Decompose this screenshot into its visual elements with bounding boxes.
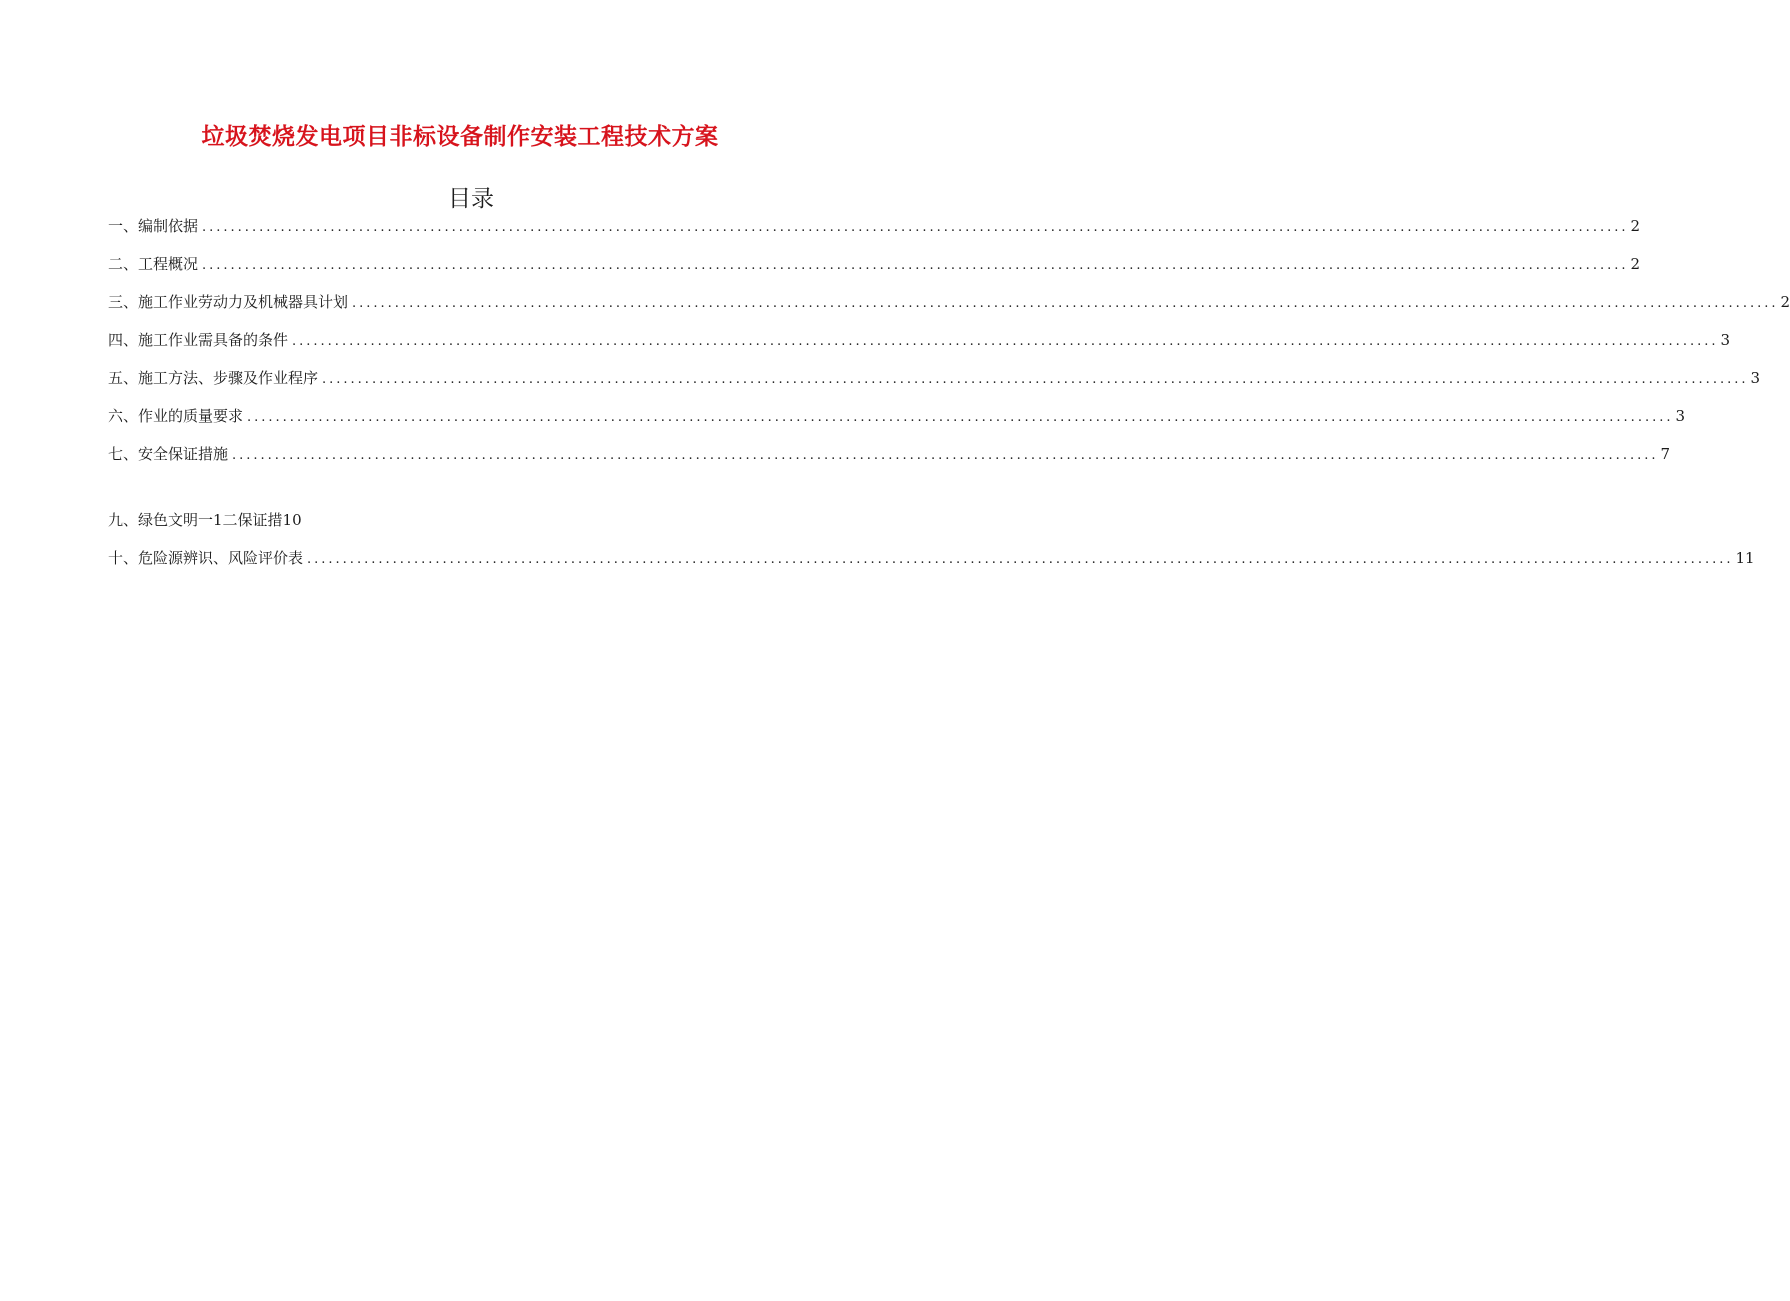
toc-spacer	[108, 479, 828, 507]
toc-item-page: 2	[1630, 217, 1641, 235]
dot-leader: ........................................................................................................................................................................................................	[322, 372, 1749, 387]
toc-item-label: 五、施工方法、步骤及作业程序	[108, 369, 319, 387]
dot-leader: ........................................................................................................................................................................................................	[232, 448, 1659, 463]
toc-item-page: 3	[1720, 331, 1731, 349]
toc-item-7[interactable]	[108, 441, 1671, 479]
toc-item-1[interactable]	[108, 213, 1641, 251]
toc-item-label: 一、编制依据	[108, 217, 199, 235]
dot-leader: ........................................................................................................................................................................................................	[202, 220, 1629, 235]
toc-item-9[interactable]	[108, 507, 828, 545]
table-of-contents	[108, 213, 1790, 583]
dot-leader: ........................................................................................................................................................................................................	[352, 296, 1779, 311]
toc-item-label: 九、绿色文明一1二保证措10	[108, 511, 302, 529]
toc-item-page: 2	[1630, 255, 1641, 273]
toc-item-label: 四、施工作业需具备的条件	[108, 331, 289, 349]
toc-item-label: 六、作业的质量要求	[108, 407, 244, 425]
dot-leader: ........................................................................................................................................................................................................	[247, 410, 1674, 425]
toc-item-page: 11	[1735, 549, 1755, 567]
toc-item-page: 3	[1750, 369, 1761, 387]
toc-heading: 目录	[448, 186, 494, 212]
toc-item-10[interactable]	[108, 545, 1755, 583]
toc-item-6[interactable]	[108, 403, 1686, 441]
dot-leader: ........................................................................................................................................................................................................	[202, 258, 1629, 273]
toc-item-label: 二、工程概况	[108, 255, 199, 273]
toc-item-page: 7	[1660, 445, 1671, 463]
toc-item-2[interactable]	[108, 251, 1641, 289]
toc-item-page: 3	[1675, 407, 1686, 425]
toc-item-5[interactable]	[108, 365, 1761, 403]
toc-item-page: 2	[1780, 293, 1790, 311]
dot-leader: ........................................................................................................................................................................................................	[292, 334, 1719, 349]
toc-item-3[interactable]	[108, 289, 1790, 327]
toc-item-label: 三、施工作业劳动力及机械器具计划	[108, 293, 349, 311]
toc-item-label: 十、危险源辨识、风险评价表	[108, 549, 304, 567]
toc-item-4[interactable]	[108, 327, 1731, 365]
document-title: 垃圾焚烧发电项目非标设备制作安装工程技术方案	[201, 124, 719, 150]
toc-item-label: 七、安全保证措施	[108, 445, 229, 463]
dot-leader: ........................................................................................................................................................................................................	[307, 552, 1734, 567]
